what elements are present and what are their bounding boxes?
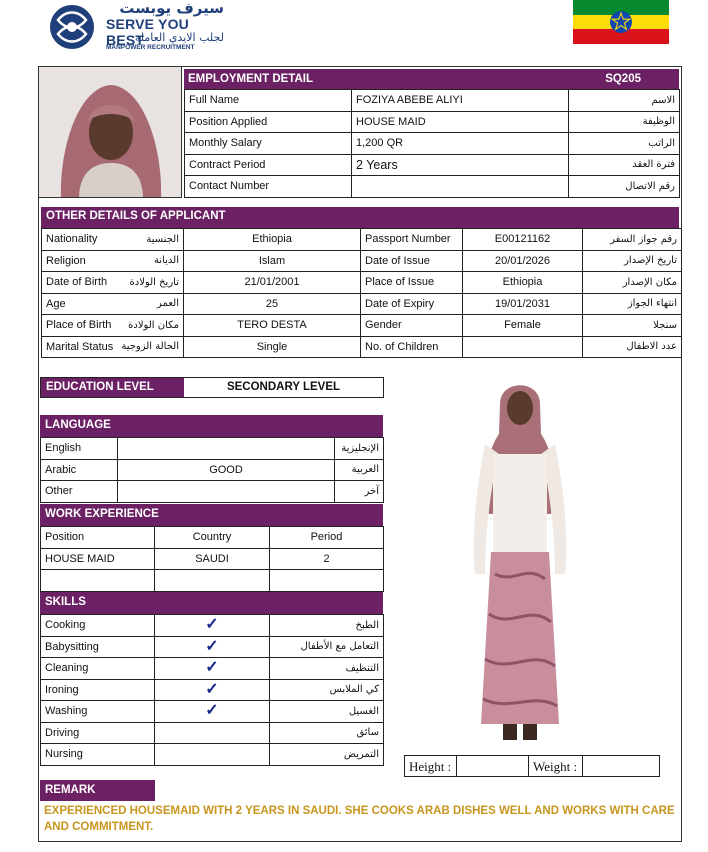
other-details-right-value: Female bbox=[463, 315, 583, 337]
weight-value bbox=[583, 756, 659, 776]
applicant-portrait-photo bbox=[38, 66, 182, 198]
skill-arabic-label: الغسيل bbox=[270, 701, 384, 723]
employment-label: Position Applied bbox=[185, 111, 352, 133]
employment-label: Full Name bbox=[185, 90, 352, 112]
left-label-arabic: الحالة الزوجية bbox=[121, 341, 179, 353]
other-details-left-label bbox=[46, 298, 179, 310]
applicant-full-body-photo bbox=[455, 374, 585, 746]
left-label-english: Age bbox=[46, 297, 66, 310]
skill-row bbox=[41, 744, 384, 766]
language-arabic-label: الإنجليزية bbox=[335, 438, 384, 460]
left-label-arabic: العمر bbox=[157, 298, 179, 310]
checkmark-icon: ✓ bbox=[205, 659, 219, 677]
other-details-right-arabic: عدد الاطفال bbox=[583, 336, 682, 358]
other-details-right-arabic: انتهاء الجواز bbox=[583, 293, 682, 315]
work-experience-cell: SAUDI bbox=[155, 548, 270, 570]
skill-row bbox=[41, 722, 384, 744]
other-details-left-label-cell bbox=[42, 336, 184, 358]
left-label-english: Nationality bbox=[46, 233, 98, 246]
skill-check-cell bbox=[155, 615, 270, 637]
logo-emblem-icon bbox=[44, 2, 100, 52]
other-details-right-label: No. of Children bbox=[361, 336, 463, 358]
work-experience-header-row bbox=[41, 527, 384, 549]
language-row bbox=[41, 438, 384, 460]
left-label-english: Religion bbox=[46, 254, 86, 267]
other-details-left-value: Ethiopia bbox=[184, 229, 361, 251]
logo-english-tagline: MANPOWER RECRUITMENT bbox=[106, 44, 195, 51]
left-label-arabic: تاريخ الولادة bbox=[129, 276, 179, 288]
remark-header bbox=[40, 780, 155, 801]
skill-arabic-label: التمريض bbox=[270, 744, 384, 766]
employment-row bbox=[185, 90, 680, 112]
employment-value: 2 Years bbox=[352, 154, 569, 176]
skill-row bbox=[41, 701, 384, 723]
work-experience-cell: 2 bbox=[270, 548, 384, 570]
work-experience-table bbox=[40, 526, 384, 592]
skill-label: Babysitting bbox=[41, 636, 155, 658]
company-logo bbox=[44, 2, 229, 52]
work-experience-column-header: Period bbox=[270, 527, 384, 549]
employment-row bbox=[185, 154, 680, 176]
employment-value: HOUSE MAID bbox=[352, 111, 569, 133]
language-arabic-label: العربية bbox=[335, 459, 384, 481]
employment-value bbox=[352, 176, 569, 198]
other-details-right-label: Place of Issue bbox=[361, 272, 463, 294]
employment-label: Contact Number bbox=[185, 176, 352, 198]
height-weight-row bbox=[404, 755, 660, 777]
employment-arabic-label: رقم الاتصال bbox=[569, 176, 680, 198]
skill-arabic-label: الطبخ bbox=[270, 615, 384, 637]
remark-title: REMARK bbox=[45, 784, 96, 796]
work-experience-row bbox=[41, 548, 384, 570]
work-experience-cell: HOUSE MAID bbox=[41, 548, 155, 570]
skill-arabic-label: كي الملابس bbox=[270, 679, 384, 701]
checkmark-icon: ✓ bbox=[205, 637, 219, 655]
other-details-right-value: 19/01/2031 bbox=[463, 293, 583, 315]
language-label: English bbox=[41, 438, 118, 460]
other-details-left-label bbox=[46, 233, 179, 245]
skill-row bbox=[41, 658, 384, 680]
skills-title: SKILLS bbox=[45, 596, 86, 608]
other-details-row bbox=[42, 272, 682, 294]
other-details-left-label-cell bbox=[42, 272, 184, 294]
ethiopia-flag bbox=[573, 0, 669, 44]
skill-label: Ironing bbox=[41, 679, 155, 701]
employment-row bbox=[185, 176, 680, 198]
employment-arabic-label: الاسم bbox=[569, 90, 680, 112]
employment-value: 1,200 QR bbox=[352, 133, 569, 155]
work-experience-cell bbox=[41, 570, 155, 592]
language-level bbox=[118, 438, 335, 460]
employment-arabic-label: الراتب bbox=[569, 133, 680, 155]
other-details-right-label: Date of Issue bbox=[361, 250, 463, 272]
other-details-right-value: Ethiopia bbox=[463, 272, 583, 294]
other-details-right-label: Date of Expiry bbox=[361, 293, 463, 315]
logo-arabic-tagline: لجلب الايدي العاملة bbox=[134, 31, 224, 44]
language-label: Arabic bbox=[41, 459, 118, 481]
language-level bbox=[118, 481, 335, 503]
language-arabic-label: آخر bbox=[335, 481, 384, 503]
other-details-left-label-cell bbox=[42, 315, 184, 337]
work-experience-row bbox=[41, 570, 384, 592]
skills-table bbox=[40, 614, 384, 766]
left-label-english: Date of Birth bbox=[46, 276, 108, 289]
checkmark-icon: ✓ bbox=[205, 616, 219, 634]
other-details-left-value: TERO DESTA bbox=[184, 315, 361, 337]
other-details-right-arabic: تاريخ الإصدار bbox=[583, 250, 682, 272]
language-row bbox=[41, 459, 384, 481]
skill-arabic-label: سائق bbox=[270, 722, 384, 744]
employment-detail-title: EMPLOYMENT DETAIL bbox=[188, 73, 314, 85]
other-details-left-value: 21/01/2001 bbox=[184, 272, 361, 294]
work-experience-header bbox=[40, 504, 383, 526]
skill-check-cell bbox=[155, 658, 270, 680]
height-value bbox=[457, 756, 529, 776]
checkmark-icon: ✓ bbox=[205, 702, 219, 720]
other-details-row bbox=[42, 229, 682, 251]
education-level-row bbox=[40, 377, 384, 398]
work-experience-column-header: Position bbox=[41, 527, 155, 549]
language-label: Other bbox=[41, 481, 118, 503]
other-details-left-label bbox=[46, 276, 179, 288]
employment-row bbox=[185, 111, 680, 133]
employment-value: FOZIYA ABEBE ALIYI bbox=[352, 90, 569, 112]
employment-code: SQ205 bbox=[605, 73, 641, 85]
language-table bbox=[40, 437, 384, 503]
language-level: GOOD bbox=[118, 459, 335, 481]
left-label-arabic: الديانة bbox=[153, 255, 179, 267]
logo-arabic-name: سيرف يوبست bbox=[119, 0, 224, 17]
other-details-left-value: Islam bbox=[184, 250, 361, 272]
work-experience-title: WORK EXPERIENCE bbox=[45, 508, 159, 520]
other-details-right-value bbox=[463, 336, 583, 358]
other-details-left-label-cell bbox=[42, 229, 184, 251]
skill-check-cell bbox=[155, 744, 270, 766]
other-details-left-label-cell bbox=[42, 250, 184, 272]
other-details-right-label: Gender bbox=[361, 315, 463, 337]
skill-arabic-label: التعامل مع الأطفال bbox=[270, 636, 384, 658]
skill-check-cell bbox=[155, 722, 270, 744]
other-details-row bbox=[42, 336, 682, 358]
other-details-left-value: 25 bbox=[184, 293, 361, 315]
skill-row bbox=[41, 615, 384, 637]
employment-arabic-label: فترة العقد bbox=[569, 154, 680, 176]
language-header bbox=[40, 415, 383, 437]
skill-label: Nursing bbox=[41, 744, 155, 766]
language-row bbox=[41, 481, 384, 503]
height-label: Height : bbox=[405, 756, 457, 776]
skill-label: Cooking bbox=[41, 615, 155, 637]
other-details-left-label bbox=[46, 341, 179, 353]
skill-arabic-label: التنظيف bbox=[270, 658, 384, 680]
other-details-left-label bbox=[46, 319, 179, 331]
other-details-title: OTHER DETAILS OF APPLICANT bbox=[46, 210, 226, 222]
education-level-value: SECONDARY LEVEL bbox=[226, 381, 341, 393]
other-details-table bbox=[41, 228, 682, 358]
skill-row bbox=[41, 636, 384, 658]
left-label-arabic: مكان الولادة bbox=[128, 319, 179, 331]
left-label-english: Place of Birth bbox=[46, 319, 112, 332]
skill-label: Washing bbox=[41, 701, 155, 723]
employment-detail-header bbox=[184, 69, 679, 89]
work-experience-column-header: Country bbox=[155, 527, 270, 549]
other-details-left-value: Single bbox=[184, 336, 361, 358]
employment-label: Monthly Salary bbox=[185, 133, 352, 155]
skill-check-cell bbox=[155, 701, 270, 723]
checkmark-icon: ✓ bbox=[205, 680, 219, 698]
work-experience-cell bbox=[270, 570, 384, 592]
left-label-english: Marital Status bbox=[46, 340, 114, 353]
other-details-left-label-cell bbox=[42, 293, 184, 315]
skill-label: Driving bbox=[41, 722, 155, 744]
skill-row bbox=[41, 679, 384, 701]
work-experience-cell bbox=[155, 570, 270, 592]
other-details-right-value: 20/01/2026 bbox=[463, 250, 583, 272]
other-details-right-arabic: رقم جواز السفر bbox=[583, 229, 682, 251]
employment-detail-table bbox=[184, 89, 680, 198]
other-details-row bbox=[42, 293, 682, 315]
other-details-row bbox=[42, 250, 682, 272]
left-label-arabic: الجنسية bbox=[146, 233, 179, 245]
skills-header bbox=[40, 592, 383, 614]
other-details-row bbox=[42, 315, 682, 337]
education-level-label: EDUCATION LEVEL bbox=[41, 378, 184, 397]
weight-label: Weight : bbox=[529, 756, 583, 776]
employment-arabic-label: الوظيفة bbox=[569, 111, 680, 133]
logo-english-name: SERVE YOU BEST bbox=[106, 16, 189, 48]
other-details-header bbox=[41, 207, 679, 228]
employment-row bbox=[185, 133, 680, 155]
skill-check-cell bbox=[155, 679, 270, 701]
other-details-right-value: E00121162 bbox=[463, 229, 583, 251]
skill-check-cell bbox=[155, 636, 270, 658]
remark-text: EXPERIENCED HOUSEMAID WITH 2 YEARS IN SAUDI. SHE COOKS ARAB DISHES WELL AND WORKS WITH CARE AND COMMITMENT. bbox=[44, 805, 675, 833]
other-details-right-label: Passport Number bbox=[361, 229, 463, 251]
employment-label: Contract Period bbox=[185, 154, 352, 176]
skill-label: Cleaning bbox=[41, 658, 155, 680]
language-title: LANGUAGE bbox=[45, 419, 111, 431]
other-details-right-arabic: سنجلا bbox=[583, 315, 682, 337]
other-details-right-arabic: مكان الإصدار bbox=[583, 272, 682, 294]
other-details-left-label bbox=[46, 255, 179, 267]
